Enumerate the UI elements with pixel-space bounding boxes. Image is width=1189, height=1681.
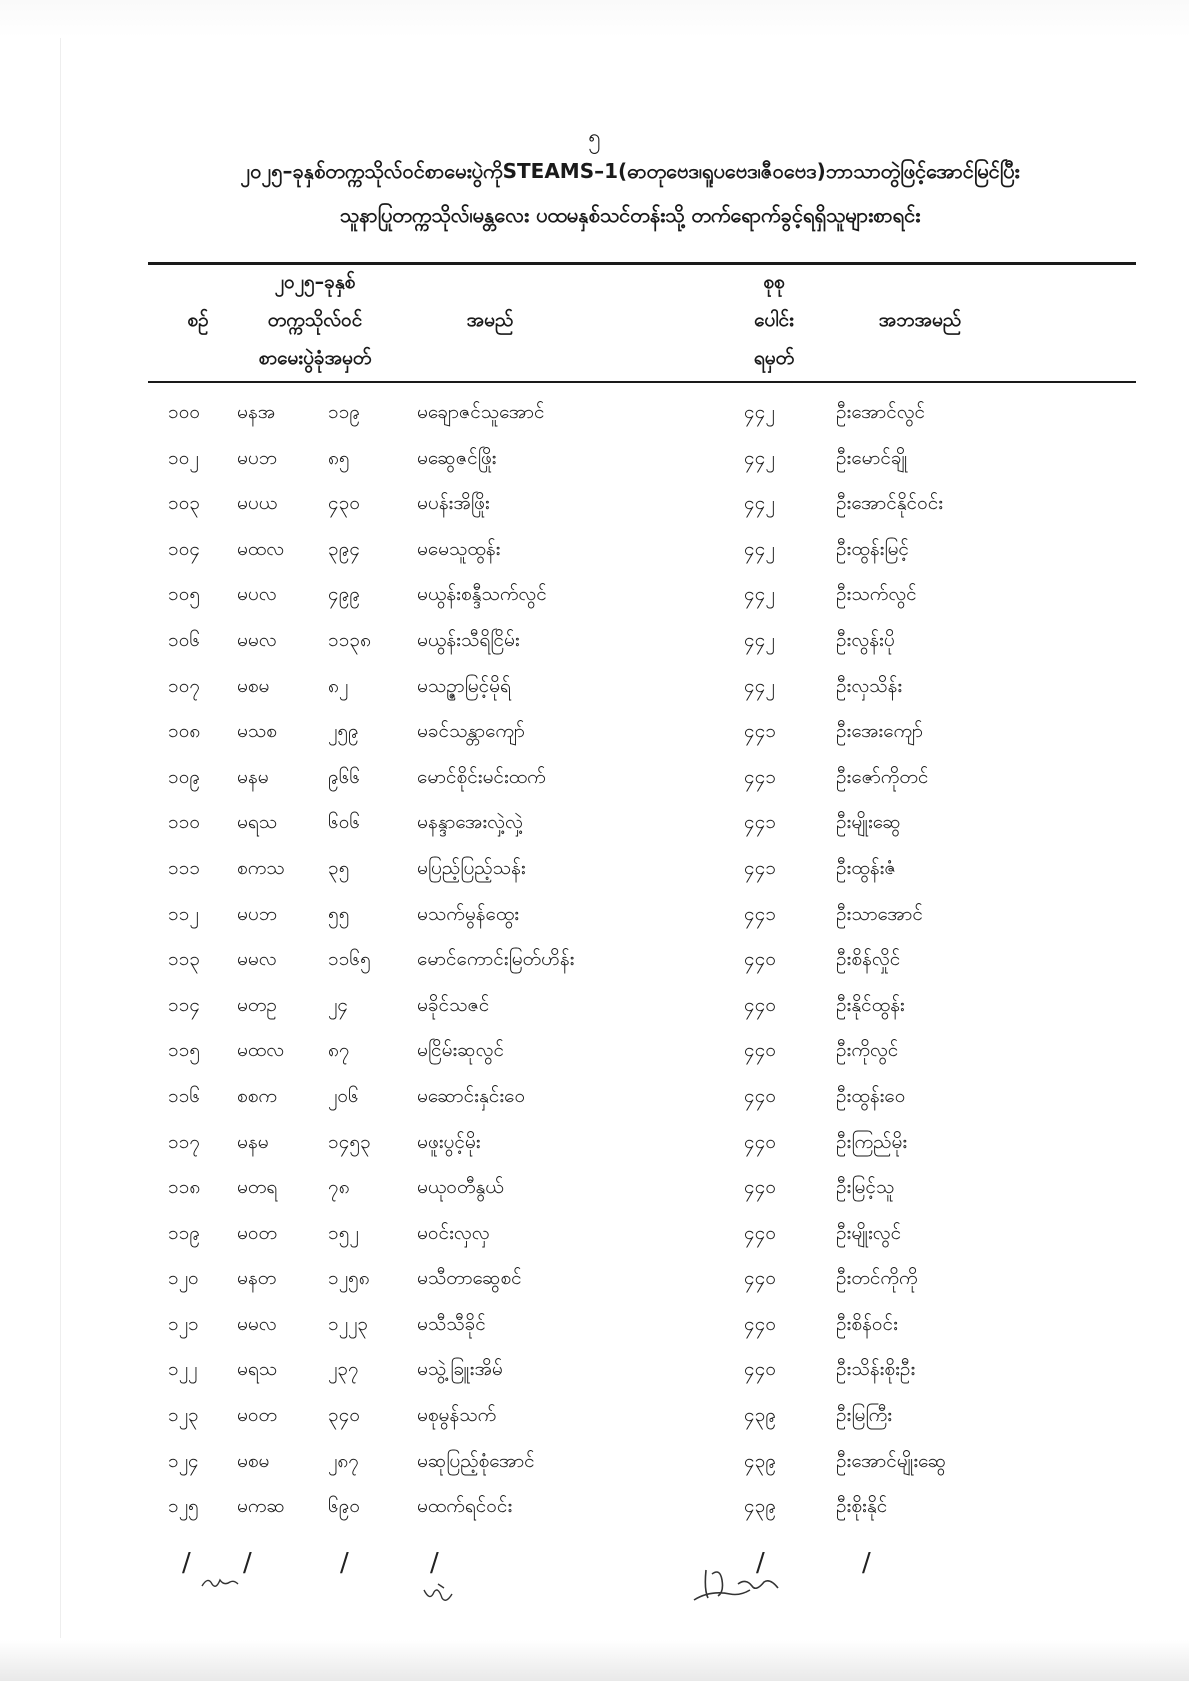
cell-serial: ၁၂၅ (168, 1495, 199, 1518)
table-row (0, 1353, 1189, 1399)
cell-father-name: ဦးလှသိန်း (836, 674, 903, 697)
cell-father-name: ဦးမောင်ချို (836, 446, 908, 469)
footer-mark: / (756, 1548, 765, 1578)
cell-serial: ၁၁၈ (168, 1176, 201, 1199)
cell-exam-roll-number: ၂၄ (328, 993, 349, 1016)
cell-student-name: မဝင်းလှလှ (417, 1221, 490, 1244)
cell-student-name: မပြည့်ပြည့်သန်း (417, 856, 526, 879)
header-father-name: အဘအမည် (878, 309, 962, 331)
cell-father-name: ဦးထွန်းမြင့် (836, 537, 909, 560)
table-row (0, 1399, 1189, 1445)
cell-exam-roll-number: ၂၀၆ (328, 1084, 359, 1107)
footer-mark: / (243, 1548, 252, 1578)
cell-father-name: ဦးထွန်းဝေ (836, 1084, 906, 1107)
table-row (0, 442, 1189, 488)
cell-serial: ၁၀၇ (168, 674, 201, 697)
cell-exam-center-code: စစက (237, 1084, 277, 1107)
cell-student-name: မခင်သန္တာကျော် (417, 720, 525, 743)
cell-total-marks: ၄၃၉ (744, 1404, 777, 1427)
cell-exam-roll-number: ၄၃၀ (328, 492, 361, 515)
cell-father-name: ဦးထွန်းဇံ (836, 856, 896, 879)
cell-father-name: ဦးစိုးနိုင် (836, 1495, 888, 1518)
cell-exam-center-code: မနအ (237, 401, 276, 423)
cell-exam-center-code: မသစ (237, 720, 277, 743)
cell-student-name: မယွန်းသီရိငြိမ်း (417, 628, 520, 651)
cell-exam-center-code: မပလ (237, 583, 277, 606)
cell-student-name: မခိုင်သဇင် (417, 993, 490, 1016)
cell-student-name: မောင်ကောင်းမြတ်ဟိန်း (417, 948, 575, 971)
cell-serial: ၁၂၃ (168, 1404, 199, 1427)
cell-exam-roll-number: ၃၄၀ (328, 1404, 361, 1427)
cell-student-name: မပန်းအိဖြိုး (417, 492, 490, 515)
cell-exam-roll-number: ၅၅ (328, 902, 350, 925)
initials-signature (420, 1582, 460, 1608)
cell-total-marks: ၄၄၂ (744, 537, 775, 560)
cell-exam-roll-number: ၁၁၉ (328, 401, 361, 423)
cell-exam-center-code: မရသ (237, 1358, 278, 1381)
footer-mark: / (182, 1548, 191, 1578)
cell-total-marks: ၄၃၉ (744, 1449, 777, 1472)
cell-exam-center-code: မပယ (237, 492, 278, 515)
cell-total-marks: ၄၄၂ (744, 446, 775, 469)
header-marks-line-1: စုစု (763, 271, 785, 293)
cell-serial: ၁၁၁ (168, 856, 201, 879)
footer-mark: / (862, 1548, 871, 1578)
cell-student-name: မနန္ဒာအေးလှဲ့လှဲ့ (417, 811, 523, 834)
cell-serial: ၁၀၃ (168, 492, 201, 515)
cell-total-marks: ၄၄၀ (744, 1039, 777, 1062)
cell-total-marks: ၄၄၀ (744, 1358, 777, 1381)
cell-father-name: ဦးမြကြီး (836, 1404, 893, 1427)
table-row (0, 852, 1189, 898)
footer-mark: / (430, 1548, 439, 1578)
cell-exam-center-code: မတဥ (237, 993, 277, 1016)
table-row (0, 1308, 1189, 1354)
cell-exam-center-code: မပဘ (237, 446, 277, 469)
cell-exam-roll-number: ၁၂၅၈ (328, 1267, 370, 1290)
document-title-line-2: သူနာပြုတက္ကသိုလ်၊မန္တလေး ပထမနှစ်သင်တန်းသို့ တက်ရောက်ခွင့်ရရှိသူများစာရင်း (339, 203, 921, 227)
cell-serial: ၁၁၅ (168, 1039, 201, 1062)
table-row (0, 715, 1189, 761)
cell-student-name: မသဉ္ဇာမြင့်မိုရ် (417, 674, 511, 697)
cell-serial: ၁၂၀ (168, 1267, 199, 1290)
cell-exam-roll-number: ၁၁၃၈ (328, 628, 371, 651)
cell-total-marks: ၄၄၀ (744, 1176, 777, 1199)
cell-exam-center-code: မစမ (237, 674, 270, 697)
table-row (0, 761, 1189, 807)
cell-total-marks: ၄၄၀ (744, 1312, 777, 1335)
cell-exam-center-code: စကသ (237, 856, 285, 879)
table-row (0, 1262, 1189, 1308)
cell-serial: ၁၀၄ (168, 537, 201, 560)
cell-total-marks: ၄၄၀ (744, 993, 777, 1016)
cell-student-name: မယွန်းစန္ဒီသက်လွင် (417, 583, 547, 606)
cell-exam-roll-number: ၆၉၀ (328, 1495, 361, 1518)
cell-father-name: ဦးအောင်နိုင်ဝင်း (836, 492, 944, 515)
cell-student-name: မယုဝတီနွယ် (417, 1176, 504, 1199)
table-row (0, 943, 1189, 989)
cell-exam-center-code: မပဘ (237, 902, 277, 925)
page-number: ၅ (588, 125, 601, 150)
header-exam-line-1: ၂၀၂၅–ခုနှစ် (274, 271, 356, 293)
cell-total-marks: ၄၄၂ (744, 492, 775, 515)
cell-serial: ၁၀၅ (168, 583, 201, 606)
cell-serial: ၁၂၁ (168, 1312, 199, 1335)
header-marks-line-3: ရမှတ် (753, 347, 795, 369)
table-row (0, 624, 1189, 670)
header-exam-line-2: တက္ကသိုလ်ဝင် (267, 309, 363, 331)
cell-exam-roll-number: ၉၆၆ (328, 765, 361, 788)
table-body (0, 396, 1189, 1536)
cell-father-name: ဦးနိုင်ထွန်း (836, 993, 905, 1016)
cell-exam-center-code: မထလ (237, 1039, 285, 1062)
cell-student-name: မချောဇင်သူအောင် (417, 401, 545, 423)
cell-serial: ၁၁၀ (168, 811, 201, 834)
cell-father-name: ဦးအောင်မျိုးဆွေ (836, 1449, 947, 1472)
table-row (0, 898, 1189, 944)
cell-exam-roll-number: ၈၇ (328, 1039, 350, 1062)
cell-student-name: မဆွေဇင်ဖြိုး (417, 446, 497, 469)
cell-father-name: ဦးမြင့်သူ (836, 1176, 895, 1199)
cell-student-name: မငြိမ်းဆုလွင် (417, 1039, 504, 1062)
cell-exam-roll-number: ၃၉၄ (328, 537, 361, 560)
cell-father-name: ဦးအေးကျော် (836, 720, 923, 743)
cell-exam-roll-number: ၃၅ (328, 856, 350, 879)
initials-signature (200, 1572, 240, 1592)
cell-total-marks: ၄၄၀ (744, 1130, 777, 1153)
cell-exam-roll-number: ၇၈ (328, 1176, 350, 1199)
handwritten-signature (690, 1560, 790, 1610)
table-row (0, 1171, 1189, 1217)
cell-exam-roll-number: ၁၅၂ (328, 1221, 359, 1244)
cell-exam-center-code: မဝတ (237, 1404, 278, 1427)
cell-serial: ၁၂၂ (168, 1358, 198, 1381)
cell-serial: ၁၁၄ (168, 993, 201, 1016)
cell-student-name: မဖူးပွင့်မိုး (417, 1130, 481, 1153)
table-row (0, 396, 1189, 442)
cell-student-name: မမေသူထွန်း (417, 537, 501, 560)
cell-total-marks: ၄၄၁ (744, 720, 777, 743)
cell-exam-roll-number: ၆၀၆ (328, 811, 361, 834)
header-serial: စဉ် (187, 309, 209, 331)
header-name: အမည် (466, 309, 514, 331)
table-row (0, 487, 1189, 533)
table-top-rule (148, 262, 1136, 265)
cell-total-marks: ၄၄၂ (744, 583, 775, 606)
cell-father-name: ဦးစိန်ဝင်း (836, 1312, 898, 1335)
cell-exam-roll-number: ၄၉၉ (328, 583, 361, 606)
cell-father-name: ဦးမျိုးလွင် (836, 1221, 902, 1244)
cell-total-marks: ၄၄၁ (744, 765, 777, 788)
table-row (0, 670, 1189, 716)
table-row (0, 1490, 1189, 1536)
cell-serial: ၁၁၉ (168, 1221, 201, 1244)
cell-student-name: မောင်စိုင်းမင်းထက် (417, 765, 546, 788)
cell-father-name: ဦးတင်ကိုကို (836, 1267, 918, 1290)
cell-student-name: မသီတာဆွေစင် (417, 1267, 522, 1290)
cell-total-marks: ၄၄၂ (744, 674, 775, 697)
cell-exam-center-code: မနမ (237, 765, 269, 788)
cell-exam-roll-number: ၂၃၇ (328, 1358, 359, 1381)
cell-exam-center-code: မမလ (237, 948, 277, 971)
cell-student-name: မဆုပြည့်စုံအောင် (417, 1449, 535, 1472)
table-row (0, 578, 1189, 624)
cell-exam-roll-number: ၈၅ (328, 446, 350, 469)
cell-exam-roll-number: ၂၅၉ (328, 720, 359, 743)
cell-father-name: ဦးသာအောင် (836, 902, 923, 925)
cell-exam-center-code: မရသ (237, 811, 278, 834)
cell-father-name: ဦးသက်လွင် (836, 583, 917, 606)
cell-total-marks: ၄၄၁ (744, 856, 777, 879)
cell-exam-center-code: မတရ (237, 1176, 278, 1199)
cell-total-marks: ၄၄၂ (744, 628, 775, 651)
cell-total-marks: ၄၄၁ (744, 902, 777, 925)
cell-total-marks: ၄၄၀ (744, 948, 777, 971)
cell-exam-roll-number: ၁၄၅၃ (328, 1130, 371, 1153)
cell-total-marks: ၄၄၀ (744, 1267, 777, 1290)
cell-exam-roll-number: ၁၂၂၃ (328, 1312, 369, 1335)
cell-exam-center-code: မနတ (237, 1267, 277, 1290)
cell-father-name: ဦးဇော်ကိုတင် (836, 765, 929, 788)
cell-serial: ၁၀၀ (168, 401, 201, 423)
cell-serial: ၁၁၃ (168, 948, 201, 971)
cell-serial: ၁၀၆ (168, 628, 201, 651)
header-marks-line-2: ပေါင်း (754, 309, 794, 331)
cell-exam-center-code: မကဆ (237, 1495, 285, 1518)
table-row (0, 1217, 1189, 1263)
table-row (0, 806, 1189, 852)
scan-edge-top (0, 0, 1189, 38)
table-row (0, 1080, 1189, 1126)
cell-serial: ၁၂၄ (168, 1449, 199, 1472)
cell-exam-roll-number: ၂၈၇ (328, 1449, 359, 1472)
cell-father-name: ဦးလွန်းပို (836, 628, 895, 651)
cell-father-name: ဦးသိန်းစိုးဦး (836, 1358, 916, 1381)
cell-student-name: မသီသီခိုင် (417, 1312, 486, 1335)
footer-mark: / (340, 1548, 349, 1578)
cell-student-name: မစုမွန်သက် (417, 1404, 497, 1427)
table-row (0, 1034, 1189, 1080)
table-header-rule (148, 381, 1136, 383)
cell-total-marks: ၄၃၉ (744, 1495, 777, 1518)
cell-father-name: ဦးမျိုးဆွေ (836, 811, 901, 834)
cell-father-name: ဦးစိန်လှိုင် (836, 948, 901, 971)
cell-total-marks: ၄၄၁ (744, 811, 777, 834)
cell-serial: ၁၀၈ (168, 720, 201, 743)
header-exam-line-3: စာမေးပွဲခုံအမှတ် (258, 347, 372, 369)
scan-edge-bottom (0, 1640, 1189, 1681)
cell-student-name: မသက်မွန်ထွေး (417, 902, 520, 925)
cell-serial: ၁၁၆ (168, 1084, 201, 1107)
cell-exam-center-code: မနမ (237, 1130, 269, 1153)
cell-student-name: မသွဲ့ခြူးအိမ် (417, 1358, 503, 1381)
cell-father-name: ဦးကြည်မိုး (836, 1130, 908, 1153)
cell-exam-roll-number: ၈၂ (328, 674, 349, 697)
cell-total-marks: ၄၄၀ (744, 1221, 777, 1244)
cell-serial: ၁၀၉ (168, 765, 201, 788)
cell-total-marks: ၄၄၀ (744, 1084, 777, 1107)
cell-total-marks: ၄၄၂ (744, 401, 775, 423)
cell-exam-center-code: မစမ (237, 1449, 270, 1472)
cell-exam-roll-number: ၁၁၆၅ (328, 948, 371, 971)
cell-father-name: ဦးကိုလွင် (836, 1039, 899, 1062)
cell-exam-center-code: မမလ (237, 628, 277, 651)
table-row (0, 989, 1189, 1035)
cell-serial: ၁၁၇ (168, 1130, 201, 1153)
cell-student-name: မထက်ရင်ဝင်း (417, 1495, 513, 1518)
cell-father-name: ဦးအောင်လွင် (836, 401, 926, 423)
cell-exam-center-code: မထလ (237, 537, 285, 560)
cell-student-name: မဆောင်းနှင်းဝေ (417, 1084, 526, 1107)
cell-serial: ၁၀၂ (168, 446, 199, 469)
cell-exam-center-code: မဝတ (237, 1221, 278, 1244)
table-row (0, 1445, 1189, 1491)
cell-exam-center-code: မမလ (237, 1312, 277, 1335)
cell-serial: ၁၁၂ (168, 902, 199, 925)
table-row (0, 533, 1189, 579)
table-row (0, 1126, 1189, 1172)
document-title-line-1: ၂၀၂၅–ခုနှစ်တက္ကသိုလ်ဝင်စာမေးပွဲကိုSTEAMS–1(ဓာတုဗေဒ၊ရူပဗေဒ၊ဇီဝဗေဒ)ဘာသာတွဲဖြင့်အောင်မြင်ပြီး (240, 159, 1020, 183)
